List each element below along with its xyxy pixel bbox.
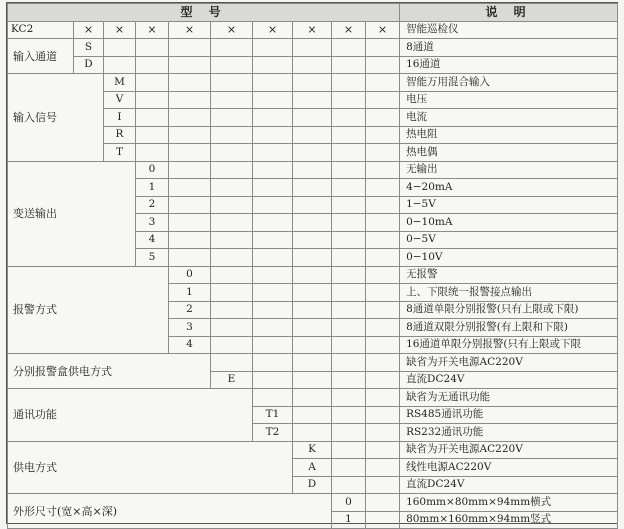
option-code: 2 [136, 196, 169, 214]
position-mark: × [293, 21, 332, 39]
option-description: 电压 [400, 91, 618, 109]
table-row [8, 354, 618, 372]
option-description: 80mm×160mm×94mm竖式 [400, 511, 618, 529]
position-mark: × [211, 21, 253, 39]
table-row [8, 266, 618, 284]
option-code: I [104, 109, 136, 127]
option-description: 4−20mA [400, 179, 618, 197]
option-description: RS485通讯功能 [400, 406, 618, 424]
option-code: T [104, 144, 136, 162]
option-code: 5 [136, 249, 169, 267]
option-description: 热电偶 [400, 144, 618, 162]
position-mark: × [332, 21, 366, 39]
option-code: 0 [332, 494, 366, 512]
model-spec-table [7, 3, 618, 529]
model-description: 智能巡检仪 [400, 21, 618, 39]
option-code [253, 389, 293, 407]
option-code: V [104, 91, 136, 109]
group-alarm-box-power: 分别报警盒供电方式 [8, 354, 211, 389]
position-mark: × [366, 21, 400, 39]
option-code: 3 [169, 319, 211, 337]
option-code: 2 [169, 301, 211, 319]
table-row [8, 441, 618, 459]
option-code: 1 [332, 511, 366, 529]
option-code [211, 354, 253, 372]
table-row [8, 56, 618, 74]
table-row [8, 74, 618, 92]
option-description: 直流DC24V [400, 476, 618, 494]
option-description: 缺省为开关电源AC220V [400, 354, 618, 372]
option-code: 1 [136, 179, 169, 197]
position-mark: × [74, 21, 104, 39]
model-prefix: KC2 [8, 21, 74, 39]
option-code: D [74, 56, 104, 74]
option-code: A [293, 459, 332, 477]
option-code: 4 [136, 231, 169, 249]
table-row [8, 494, 618, 512]
option-description: 8通道单限分别报警(只有上限或下限) [400, 301, 618, 319]
table-row [8, 389, 618, 407]
option-description: 电流 [400, 109, 618, 127]
table-row [8, 161, 618, 179]
option-description: 线性电源AC220V [400, 459, 618, 477]
option-description: 8通道 [400, 39, 618, 57]
option-description: 热电阻 [400, 126, 618, 144]
model-row [8, 21, 618, 39]
option-code: 0 [136, 161, 169, 179]
position-mark: × [253, 21, 293, 39]
option-description: 缺省为无通讯功能 [400, 389, 618, 407]
position-mark: × [104, 21, 136, 39]
option-description: 0−10mA [400, 214, 618, 232]
group-transmit-output: 变送输出 [8, 161, 136, 266]
position-mark: × [136, 21, 169, 39]
group-dimensions: 外形尺寸(宽×高×深) [8, 494, 332, 529]
spec-sheet [6, 2, 618, 524]
group-input-channel: 输入通道 [8, 39, 74, 74]
group-power-supply: 供电方式 [8, 441, 293, 494]
model-header: 型 号 [8, 4, 400, 22]
description-header: 说 明 [400, 4, 618, 22]
group-communication: 通讯功能 [8, 389, 253, 442]
option-description: 0−5V [400, 231, 618, 249]
option-description: 8通道双限分别报警(有上限和下限) [400, 319, 618, 337]
group-input-signal: 输入信号 [8, 74, 104, 162]
option-code: S [74, 39, 104, 57]
option-description: 无报警 [400, 266, 618, 284]
table-header-row [8, 4, 618, 22]
table-row [8, 39, 618, 57]
option-code: R [104, 126, 136, 144]
option-description: 直流DC24V [400, 371, 618, 389]
option-code: T2 [253, 424, 293, 442]
option-description: RS232通讯功能 [400, 424, 618, 442]
option-description: 无输出 [400, 161, 618, 179]
option-code: T1 [253, 406, 293, 424]
option-code: E [211, 371, 253, 389]
option-description: 160mm×80mm×94mm横式 [400, 494, 618, 512]
position-mark: × [169, 21, 211, 39]
option-code: 3 [136, 214, 169, 232]
option-code: D [293, 476, 332, 494]
option-description: 智能万用混合输入 [400, 74, 618, 92]
option-code: 1 [169, 284, 211, 302]
option-code: K [293, 441, 332, 459]
option-description: 1−5V [400, 196, 618, 214]
option-description: 上、下限统一报警接点输出 [400, 284, 618, 302]
option-description: 缺省为开关电源AC220V [400, 441, 618, 459]
option-code: 4 [169, 336, 211, 354]
option-description: 16通道 [400, 56, 618, 74]
option-description: 16通道单限分别报警(只有上限或下限 [400, 336, 618, 354]
option-code: M [104, 74, 136, 92]
option-code: 0 [169, 266, 211, 284]
group-alarm-mode: 报警方式 [8, 266, 169, 354]
option-description: 0−10V [400, 249, 618, 267]
